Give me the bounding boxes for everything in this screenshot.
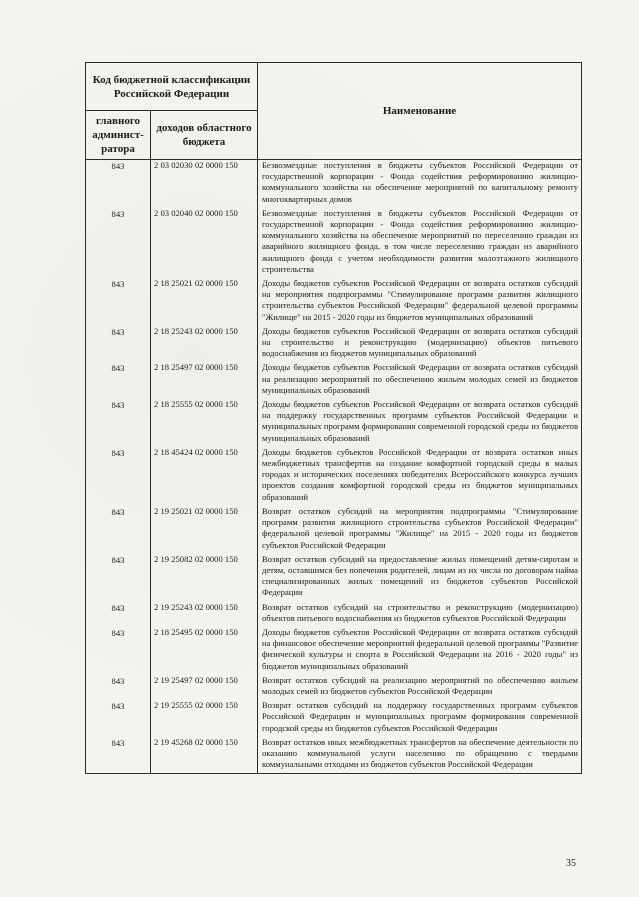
income-code-cell: 2 19 25021 02 0000 150 xyxy=(151,506,258,554)
admin-code-cell: 843 xyxy=(86,737,151,774)
admin-code-cell: 843 xyxy=(86,278,151,326)
budget-code-group-header: Код бюджетной классификации Российской Федерации xyxy=(86,63,258,111)
income-code-cell: 2 18 25495 02 0000 150 xyxy=(151,627,258,675)
income-code-cell: 2 03 02030 02 0000 150 xyxy=(151,160,258,208)
table-row xyxy=(86,554,582,602)
admin-code-cell: 843 xyxy=(86,208,151,278)
name-cell: Возврат остатков субсидий на реализацию мероприятий по обеспечению жильем молодых семей из бюджетов субъектов Российской Федерации xyxy=(258,675,582,700)
budget-classification-table xyxy=(85,62,582,774)
income-code-cell: 2 18 25555 02 0000 150 xyxy=(151,399,258,447)
table-row xyxy=(86,737,582,774)
admin-code-cell: 843 xyxy=(86,326,151,363)
table-row xyxy=(86,362,582,399)
admin-code-cell: 843 xyxy=(86,399,151,447)
income-code-cell: 2 18 25021 02 0000 150 xyxy=(151,278,258,326)
name-cell: Безвозмездные поступления в бюджеты субъектов Российской Федерации от государственной корпорации - Фонда содействия реформированию жилищно-коммунального хозяйства на обеспечение мероприятий по переселению граждан из аварийного жилищного фонда, в том числе переселению граждан из аварийного жилищного фонда с учетом необходимости развития малоэтажного жилищного строительства xyxy=(258,208,582,278)
table-row xyxy=(86,602,582,627)
income-code-cell: 2 18 45424 02 0000 150 xyxy=(151,447,258,506)
page-number: 35 xyxy=(566,858,576,869)
income-code-cell: 2 19 25082 02 0000 150 xyxy=(151,554,258,602)
income-column-header: доходов областного бюджета xyxy=(151,111,258,160)
name-cell: Доходы бюджетов субъектов Российской Федерации от возврата остатков иных межбюджетных трансфертов на создание комфортной городской среды в малых городах и исторических поселениях победителях Всероссийского конкурса лучших проектов создания комфортной городской среды из бюджетов муниципальных образований xyxy=(258,447,582,506)
income-code-cell: 2 19 25497 02 0000 150 xyxy=(151,675,258,700)
table-row xyxy=(86,160,582,208)
income-code-cell: 2 19 25555 02 0000 150 xyxy=(151,700,258,737)
table-body xyxy=(86,160,582,774)
table-row xyxy=(86,700,582,737)
table-row xyxy=(86,208,582,278)
name-cell: Возврат остатков субсидий на мероприятия подпрограммы "Стимулирование программ развития жилищного строительства субъектов Российской Федерации" федеральной целевой программы "Жилище" на 2015 - 2020 годы из бюджетов субъектов Российской Федерации xyxy=(258,506,582,554)
name-cell: Возврат остатков субсидий на строительство и реконструкцию (модернизацию) объектов питьевого водоснабжения из бюджетов субъектов Российской Федерации xyxy=(258,602,582,627)
name-cell: Доходы бюджетов субъектов Российской Федерации от возврата остатков субсидий на поддержку государственных программ субъектов Российской Федерации и муниципальных программ формирования современной городской среды из бюджетов муниципальных образований xyxy=(258,399,582,447)
income-code-cell: 2 19 45268 02 0000 150 xyxy=(151,737,258,774)
admin-code-cell: 843 xyxy=(86,447,151,506)
admin-code-cell: 843 xyxy=(86,506,151,554)
name-column-header: Наименование xyxy=(258,63,582,160)
admin-code-cell: 843 xyxy=(86,627,151,675)
admin-code-cell: 843 xyxy=(86,362,151,399)
table-row xyxy=(86,627,582,675)
table-row xyxy=(86,399,582,447)
name-cell: Доходы бюджетов субъектов Российской Федерации от возврата остатков субсидий на финансовое обеспечение мероприятий федеральной целевой программы "Развитие физической культуры и спорта в Российской Федерации на 2016 - 2020 годы" из бюджетов муниципальных образований xyxy=(258,627,582,675)
name-cell: Возврат остатков субсидий на предоставление жилых помещений детям-сиротам и детям, оставшимся без попечения родителей, лицам из их числа по договорам найма специализированных жилых помещений из бюджетов субъектов Российской Федерации xyxy=(258,554,582,602)
table-row xyxy=(86,447,582,506)
income-code-cell: 2 18 25497 02 0000 150 xyxy=(151,362,258,399)
name-cell: Доходы бюджетов субъектов Российской Федерации от возврата остатков субсидий на мероприятия подпрограммы "Стимулирование программ развития жилищного строительства субъектов Российской Федерации" федеральной целевой программы "Жилище" на 2015 - 2020 годы из бюджетов муниципальных образований xyxy=(258,278,582,326)
table-row xyxy=(86,326,582,363)
income-code-cell: 2 03 02040 02 0000 150 xyxy=(151,208,258,278)
table-row xyxy=(86,278,582,326)
admin-code-cell: 843 xyxy=(86,602,151,627)
table-header xyxy=(86,63,582,160)
admin-code-cell: 843 xyxy=(86,675,151,700)
income-code-cell: 2 18 25243 02 0000 150 xyxy=(151,326,258,363)
name-cell: Безвозмездные поступления в бюджеты субъектов Российской Федерации от государственной корпорации - Фонда содействия реформированию жилищно-коммунального хозяйства на обеспечение мероприятий по капитальному ремонту многоквартирных домов xyxy=(258,160,582,208)
income-code-cell: 2 19 25243 02 0000 150 xyxy=(151,602,258,627)
admin-code-cell: 843 xyxy=(86,160,151,208)
name-cell: Возврат остатков субсидий на поддержку государственных программ субъектов Российской Федерации и муниципальных программ формирования современной городской среды из бюджетов субъектов Российской Федерации xyxy=(258,700,582,737)
admin-code-cell: 843 xyxy=(86,554,151,602)
name-cell: Возврат остатков иных межбюджетных трансфертов на обеспечение деятельности по оказанию коммунальной услуги населению по обращению с твердыми коммунальными отходами из бюджетов субъектов Российской Федерации xyxy=(258,737,582,774)
admin-column-header: главного админист- ратора xyxy=(86,111,151,160)
name-cell: Доходы бюджетов субъектов Российской Федерации от возврата остатков субсидий на реализацию мероприятий по обеспечению жильем молодых семей из бюджетов муниципальных образований xyxy=(258,362,582,399)
table-row xyxy=(86,506,582,554)
admin-code-cell: 843 xyxy=(86,700,151,737)
table-row xyxy=(86,675,582,700)
name-cell: Доходы бюджетов субъектов Российской Федерации от возврата остатков субсидий на строительство и реконструкцию (модернизацию) объектов питьевого водоснабжения из бюджетов муниципальных образований xyxy=(258,326,582,363)
